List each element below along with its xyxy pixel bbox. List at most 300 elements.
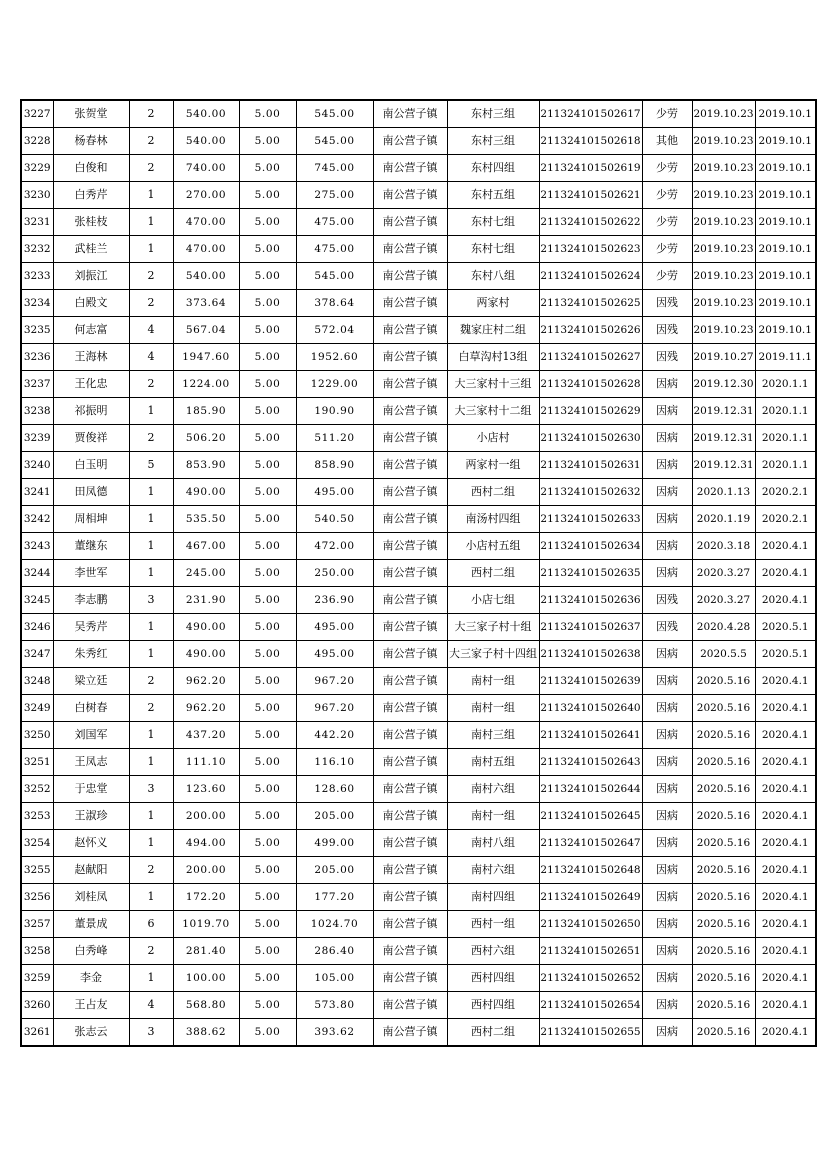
household-count-cell: 3	[129, 776, 173, 803]
village-group-cell: 大三家子村十四组	[447, 641, 539, 668]
reason-type-cell: 因病	[642, 371, 692, 398]
total-amount-cell: 393.62	[296, 1019, 373, 1047]
table-row	[21, 803, 816, 830]
row-index-cell: 3251	[21, 749, 53, 776]
row-index-cell: 3249	[21, 695, 53, 722]
town-name-cell: 南公营子镇	[373, 452, 447, 479]
base-amount-cell: 185.90	[173, 398, 239, 425]
row-index-cell: 3232	[21, 236, 53, 263]
effective-date-cell: 2019.10.1	[755, 209, 816, 236]
household-count-cell: 1	[129, 722, 173, 749]
reason-type-cell: 因病	[642, 533, 692, 560]
reason-type-cell: 其他	[642, 128, 692, 155]
extra-amount-cell: 5.00	[239, 641, 296, 668]
extra-amount-cell: 5.00	[239, 371, 296, 398]
total-amount-cell: 275.00	[296, 182, 373, 209]
row-index-cell: 3258	[21, 938, 53, 965]
record-code-cell: 211324101502617	[539, 100, 642, 128]
town-name-cell: 南公营子镇	[373, 749, 447, 776]
extra-amount-cell: 5.00	[239, 938, 296, 965]
person-name-cell: 祁振明	[53, 398, 129, 425]
start-date-cell: 2019.10.23	[692, 317, 755, 344]
village-group-cell: 大三家村十三组	[447, 371, 539, 398]
household-count-cell: 1	[129, 236, 173, 263]
effective-date-cell: 2019.10.1	[755, 290, 816, 317]
row-index-cell: 3247	[21, 641, 53, 668]
extra-amount-cell: 5.00	[239, 749, 296, 776]
village-group-cell: 西村二组	[447, 560, 539, 587]
person-name-cell: 白殿文	[53, 290, 129, 317]
total-amount-cell: 128.60	[296, 776, 373, 803]
reason-type-cell: 因病	[642, 641, 692, 668]
person-name-cell: 贾俊祥	[53, 425, 129, 452]
village-group-cell: 西村二组	[447, 479, 539, 506]
base-amount-cell: 568.80	[173, 992, 239, 1019]
person-name-cell: 董继东	[53, 533, 129, 560]
table-row	[21, 398, 816, 425]
effective-date-cell: 2020.4.1	[755, 668, 816, 695]
base-amount-cell: 540.00	[173, 100, 239, 128]
household-count-cell: 2	[129, 100, 173, 128]
row-index-cell: 3254	[21, 830, 53, 857]
table-row	[21, 587, 816, 614]
extra-amount-cell: 5.00	[239, 911, 296, 938]
town-name-cell: 南公营子镇	[373, 533, 447, 560]
row-index-cell: 3246	[21, 614, 53, 641]
household-count-cell: 1	[129, 614, 173, 641]
row-index-cell: 3230	[21, 182, 53, 209]
town-name-cell: 南公营子镇	[373, 992, 447, 1019]
base-amount-cell: 740.00	[173, 155, 239, 182]
reason-type-cell: 因病	[642, 1019, 692, 1047]
table-row	[21, 749, 816, 776]
extra-amount-cell: 5.00	[239, 100, 296, 128]
village-group-cell: 南村六组	[447, 857, 539, 884]
household-count-cell: 1	[129, 884, 173, 911]
total-amount-cell: 442.20	[296, 722, 373, 749]
extra-amount-cell: 5.00	[239, 533, 296, 560]
base-amount-cell: 490.00	[173, 479, 239, 506]
extra-amount-cell: 5.00	[239, 398, 296, 425]
extra-amount-cell: 5.00	[239, 830, 296, 857]
reason-type-cell: 因病	[642, 884, 692, 911]
start-date-cell: 2020.5.16	[692, 695, 755, 722]
base-amount-cell: 470.00	[173, 209, 239, 236]
row-index-cell: 3236	[21, 344, 53, 371]
record-code-cell: 211324101502647	[539, 830, 642, 857]
start-date-cell: 2020.5.16	[692, 1019, 755, 1047]
village-group-cell: 南汤村四组	[447, 506, 539, 533]
start-date-cell: 2019.12.31	[692, 425, 755, 452]
village-group-cell: 东村三组	[447, 100, 539, 128]
person-name-cell: 田凤德	[53, 479, 129, 506]
village-group-cell: 南村四组	[447, 884, 539, 911]
reason-type-cell: 因病	[642, 560, 692, 587]
reason-type-cell: 因病	[642, 479, 692, 506]
record-code-cell: 211324101502630	[539, 425, 642, 452]
effective-date-cell: 2020.1.1	[755, 452, 816, 479]
household-count-cell: 1	[129, 803, 173, 830]
household-count-cell: 4	[129, 992, 173, 1019]
town-name-cell: 南公营子镇	[373, 128, 447, 155]
base-amount-cell: 567.04	[173, 317, 239, 344]
table-row	[21, 344, 816, 371]
reason-type-cell: 因病	[642, 965, 692, 992]
start-date-cell: 2020.5.16	[692, 992, 755, 1019]
village-group-cell: 南村五组	[447, 749, 539, 776]
row-index-cell: 3235	[21, 317, 53, 344]
total-amount-cell: 205.00	[296, 857, 373, 884]
village-group-cell: 小店村五组	[447, 533, 539, 560]
row-index-cell: 3229	[21, 155, 53, 182]
village-group-cell: 东村七组	[447, 209, 539, 236]
town-name-cell: 南公营子镇	[373, 668, 447, 695]
effective-date-cell: 2019.10.1	[755, 100, 816, 128]
table-row	[21, 100, 816, 128]
start-date-cell: 2019.10.23	[692, 100, 755, 128]
start-date-cell: 2020.5.16	[692, 965, 755, 992]
start-date-cell: 2020.5.16	[692, 668, 755, 695]
record-code-cell: 211324101502625	[539, 290, 642, 317]
start-date-cell: 2019.10.23	[692, 128, 755, 155]
household-count-cell: 4	[129, 317, 173, 344]
village-group-cell: 两家村一组	[447, 452, 539, 479]
effective-date-cell: 2020.4.1	[755, 884, 816, 911]
row-index-cell: 3242	[21, 506, 53, 533]
town-name-cell: 南公营子镇	[373, 155, 447, 182]
effective-date-cell: 2020.4.1	[755, 938, 816, 965]
base-amount-cell: 100.00	[173, 965, 239, 992]
total-amount-cell: 177.20	[296, 884, 373, 911]
extra-amount-cell: 5.00	[239, 263, 296, 290]
effective-date-cell: 2020.2.1	[755, 479, 816, 506]
extra-amount-cell: 5.00	[239, 155, 296, 182]
base-amount-cell: 231.90	[173, 587, 239, 614]
base-amount-cell: 470.00	[173, 236, 239, 263]
start-date-cell: 2020.5.16	[692, 938, 755, 965]
person-name-cell: 梁立廷	[53, 668, 129, 695]
person-name-cell: 赵怀义	[53, 830, 129, 857]
reason-type-cell: 因病	[642, 506, 692, 533]
row-index-cell: 3237	[21, 371, 53, 398]
town-name-cell: 南公营子镇	[373, 803, 447, 830]
record-code-cell: 211324101502628	[539, 371, 642, 398]
reason-type-cell: 少劳	[642, 155, 692, 182]
base-amount-cell: 467.00	[173, 533, 239, 560]
row-index-cell: 3261	[21, 1019, 53, 1047]
household-count-cell: 3	[129, 587, 173, 614]
start-date-cell: 2020.5.16	[692, 776, 755, 803]
start-date-cell: 2019.12.31	[692, 398, 755, 425]
person-name-cell: 吴秀芹	[53, 614, 129, 641]
effective-date-cell: 2020.4.1	[755, 830, 816, 857]
household-count-cell: 1	[129, 749, 173, 776]
effective-date-cell: 2020.4.1	[755, 992, 816, 1019]
effective-date-cell: 2020.4.1	[755, 749, 816, 776]
base-amount-cell: 506.20	[173, 425, 239, 452]
household-count-cell: 5	[129, 452, 173, 479]
village-group-cell: 南村八组	[447, 830, 539, 857]
table-row	[21, 425, 816, 452]
start-date-cell: 2019.10.23	[692, 263, 755, 290]
household-count-cell: 1	[129, 479, 173, 506]
base-amount-cell: 490.00	[173, 641, 239, 668]
household-count-cell: 2	[129, 371, 173, 398]
row-index-cell: 3233	[21, 263, 53, 290]
reason-type-cell: 因残	[642, 344, 692, 371]
person-name-cell: 李世军	[53, 560, 129, 587]
total-amount-cell: 511.20	[296, 425, 373, 452]
household-count-cell: 1	[129, 533, 173, 560]
town-name-cell: 南公营子镇	[373, 398, 447, 425]
extra-amount-cell: 5.00	[239, 209, 296, 236]
base-amount-cell: 1947.60	[173, 344, 239, 371]
start-date-cell: 2019.12.30	[692, 371, 755, 398]
village-group-cell: 南村一组	[447, 803, 539, 830]
record-code-cell: 211324101502650	[539, 911, 642, 938]
reason-type-cell: 因残	[642, 587, 692, 614]
town-name-cell: 南公营子镇	[373, 857, 447, 884]
record-code-cell: 211324101502645	[539, 803, 642, 830]
total-amount-cell: 205.00	[296, 803, 373, 830]
effective-date-cell: 2019.11.1	[755, 344, 816, 371]
town-name-cell: 南公营子镇	[373, 965, 447, 992]
household-count-cell: 2	[129, 668, 173, 695]
effective-date-cell: 2020.4.1	[755, 776, 816, 803]
effective-date-cell: 2019.10.1	[755, 236, 816, 263]
total-amount-cell: 1024.70	[296, 911, 373, 938]
row-index-cell: 3231	[21, 209, 53, 236]
town-name-cell: 南公营子镇	[373, 263, 447, 290]
household-count-cell: 2	[129, 857, 173, 884]
village-group-cell: 大三家子村十组	[447, 614, 539, 641]
effective-date-cell: 2020.4.1	[755, 560, 816, 587]
data-table	[20, 99, 817, 1047]
reason-type-cell: 因病	[642, 425, 692, 452]
start-date-cell: 2020.5.16	[692, 722, 755, 749]
extra-amount-cell: 5.00	[239, 857, 296, 884]
start-date-cell: 2020.4.28	[692, 614, 755, 641]
base-amount-cell: 172.20	[173, 884, 239, 911]
start-date-cell: 2019.12.31	[692, 452, 755, 479]
effective-date-cell: 2019.10.1	[755, 182, 816, 209]
total-amount-cell: 378.64	[296, 290, 373, 317]
table-row	[21, 236, 816, 263]
table-row	[21, 155, 816, 182]
base-amount-cell: 490.00	[173, 614, 239, 641]
extra-amount-cell: 5.00	[239, 425, 296, 452]
record-code-cell: 211324101502648	[539, 857, 642, 884]
table-row	[21, 560, 816, 587]
extra-amount-cell: 5.00	[239, 992, 296, 1019]
record-code-cell: 211324101502618	[539, 128, 642, 155]
town-name-cell: 南公营子镇	[373, 938, 447, 965]
household-count-cell: 3	[129, 1019, 173, 1047]
village-group-cell: 两家村	[447, 290, 539, 317]
start-date-cell: 2020.3.27	[692, 560, 755, 587]
town-name-cell: 南公营子镇	[373, 1019, 447, 1047]
effective-date-cell: 2020.4.1	[755, 533, 816, 560]
total-amount-cell: 472.00	[296, 533, 373, 560]
base-amount-cell: 494.00	[173, 830, 239, 857]
effective-date-cell: 2020.2.1	[755, 506, 816, 533]
start-date-cell: 2020.5.16	[692, 911, 755, 938]
household-count-cell: 1	[129, 641, 173, 668]
record-code-cell: 211324101502643	[539, 749, 642, 776]
start-date-cell: 2019.10.27	[692, 344, 755, 371]
reason-type-cell: 因病	[642, 830, 692, 857]
person-name-cell: 周相坤	[53, 506, 129, 533]
effective-date-cell: 2019.10.1	[755, 155, 816, 182]
base-amount-cell: 853.90	[173, 452, 239, 479]
record-code-cell: 211324101502629	[539, 398, 642, 425]
town-name-cell: 南公营子镇	[373, 911, 447, 938]
total-amount-cell: 1952.60	[296, 344, 373, 371]
reason-type-cell: 少劳	[642, 100, 692, 128]
record-code-cell: 211324101502654	[539, 992, 642, 1019]
village-group-cell: 白草沟村13组	[447, 344, 539, 371]
town-name-cell: 南公营子镇	[373, 587, 447, 614]
effective-date-cell: 2020.1.1	[755, 371, 816, 398]
total-amount-cell: 545.00	[296, 263, 373, 290]
person-name-cell: 白玉明	[53, 452, 129, 479]
town-name-cell: 南公营子镇	[373, 425, 447, 452]
extra-amount-cell: 5.00	[239, 479, 296, 506]
town-name-cell: 南公营子镇	[373, 317, 447, 344]
start-date-cell: 2020.3.18	[692, 533, 755, 560]
town-name-cell: 南公营子镇	[373, 884, 447, 911]
household-count-cell: 2	[129, 128, 173, 155]
person-name-cell: 刘振江	[53, 263, 129, 290]
row-index-cell: 3240	[21, 452, 53, 479]
table-row	[21, 911, 816, 938]
base-amount-cell: 270.00	[173, 182, 239, 209]
total-amount-cell: 499.00	[296, 830, 373, 857]
village-group-cell: 南村六组	[447, 776, 539, 803]
reason-type-cell: 因病	[642, 803, 692, 830]
row-index-cell: 3239	[21, 425, 53, 452]
start-date-cell: 2020.5.16	[692, 749, 755, 776]
total-amount-cell: 540.50	[296, 506, 373, 533]
town-name-cell: 南公营子镇	[373, 641, 447, 668]
start-date-cell: 2020.5.16	[692, 884, 755, 911]
extra-amount-cell: 5.00	[239, 452, 296, 479]
person-name-cell: 杨春林	[53, 128, 129, 155]
person-name-cell: 李志鹏	[53, 587, 129, 614]
base-amount-cell: 540.00	[173, 263, 239, 290]
person-name-cell: 何志富	[53, 317, 129, 344]
start-date-cell: 2020.1.13	[692, 479, 755, 506]
village-group-cell: 东村八组	[447, 263, 539, 290]
total-amount-cell: 286.40	[296, 938, 373, 965]
total-amount-cell: 545.00	[296, 100, 373, 128]
record-code-cell: 211324101502651	[539, 938, 642, 965]
village-group-cell: 东村四组	[447, 155, 539, 182]
start-date-cell: 2019.10.23	[692, 155, 755, 182]
effective-date-cell: 2020.4.1	[755, 911, 816, 938]
reason-type-cell: 少劳	[642, 236, 692, 263]
record-code-cell: 211324101502619	[539, 155, 642, 182]
total-amount-cell: 573.80	[296, 992, 373, 1019]
row-index-cell: 3259	[21, 965, 53, 992]
extra-amount-cell: 5.00	[239, 317, 296, 344]
extra-amount-cell: 5.00	[239, 344, 296, 371]
table-row	[21, 479, 816, 506]
base-amount-cell: 437.20	[173, 722, 239, 749]
row-index-cell: 3243	[21, 533, 53, 560]
extra-amount-cell: 5.00	[239, 587, 296, 614]
household-count-cell: 1	[129, 506, 173, 533]
base-amount-cell: 540.00	[173, 128, 239, 155]
village-group-cell: 小店七组	[447, 587, 539, 614]
reason-type-cell: 少劳	[642, 209, 692, 236]
row-index-cell: 3250	[21, 722, 53, 749]
record-code-cell: 211324101502634	[539, 533, 642, 560]
record-code-cell: 211324101502622	[539, 209, 642, 236]
table-row	[21, 641, 816, 668]
table-row	[21, 830, 816, 857]
total-amount-cell: 495.00	[296, 614, 373, 641]
row-index-cell: 3245	[21, 587, 53, 614]
household-count-cell: 1	[129, 182, 173, 209]
reason-type-cell: 因病	[642, 452, 692, 479]
record-code-cell: 211324101502633	[539, 506, 642, 533]
village-group-cell: 西村二组	[447, 1019, 539, 1047]
table-row	[21, 209, 816, 236]
base-amount-cell: 123.60	[173, 776, 239, 803]
total-amount-cell: 236.90	[296, 587, 373, 614]
start-date-cell: 2019.10.23	[692, 290, 755, 317]
person-name-cell: 王化忠	[53, 371, 129, 398]
start-date-cell: 2019.10.23	[692, 236, 755, 263]
effective-date-cell: 2020.5.1	[755, 641, 816, 668]
record-code-cell: 211324101502626	[539, 317, 642, 344]
total-amount-cell: 967.20	[296, 668, 373, 695]
household-count-cell: 1	[129, 209, 173, 236]
base-amount-cell: 535.50	[173, 506, 239, 533]
record-code-cell: 211324101502639	[539, 668, 642, 695]
person-name-cell: 李金	[53, 965, 129, 992]
table-row	[21, 182, 816, 209]
household-count-cell: 1	[129, 560, 173, 587]
table-row	[21, 371, 816, 398]
person-name-cell: 白秀峰	[53, 938, 129, 965]
person-name-cell: 白树春	[53, 695, 129, 722]
effective-date-cell: 2020.1.1	[755, 398, 816, 425]
town-name-cell: 南公营子镇	[373, 506, 447, 533]
effective-date-cell: 2020.1.1	[755, 425, 816, 452]
extra-amount-cell: 5.00	[239, 668, 296, 695]
household-count-cell: 2	[129, 695, 173, 722]
base-amount-cell: 200.00	[173, 857, 239, 884]
person-name-cell: 朱秀红	[53, 641, 129, 668]
household-count-cell: 2	[129, 290, 173, 317]
reason-type-cell: 少劳	[642, 263, 692, 290]
extra-amount-cell: 5.00	[239, 722, 296, 749]
total-amount-cell: 475.00	[296, 209, 373, 236]
total-amount-cell: 105.00	[296, 965, 373, 992]
effective-date-cell: 2020.4.1	[755, 587, 816, 614]
record-code-cell: 211324101502638	[539, 641, 642, 668]
extra-amount-cell: 5.00	[239, 803, 296, 830]
person-name-cell: 王凤志	[53, 749, 129, 776]
row-index-cell: 3256	[21, 884, 53, 911]
base-amount-cell: 388.62	[173, 1019, 239, 1047]
table-row	[21, 722, 816, 749]
record-code-cell: 211324101502632	[539, 479, 642, 506]
record-code-cell: 211324101502627	[539, 344, 642, 371]
person-name-cell: 于忠堂	[53, 776, 129, 803]
